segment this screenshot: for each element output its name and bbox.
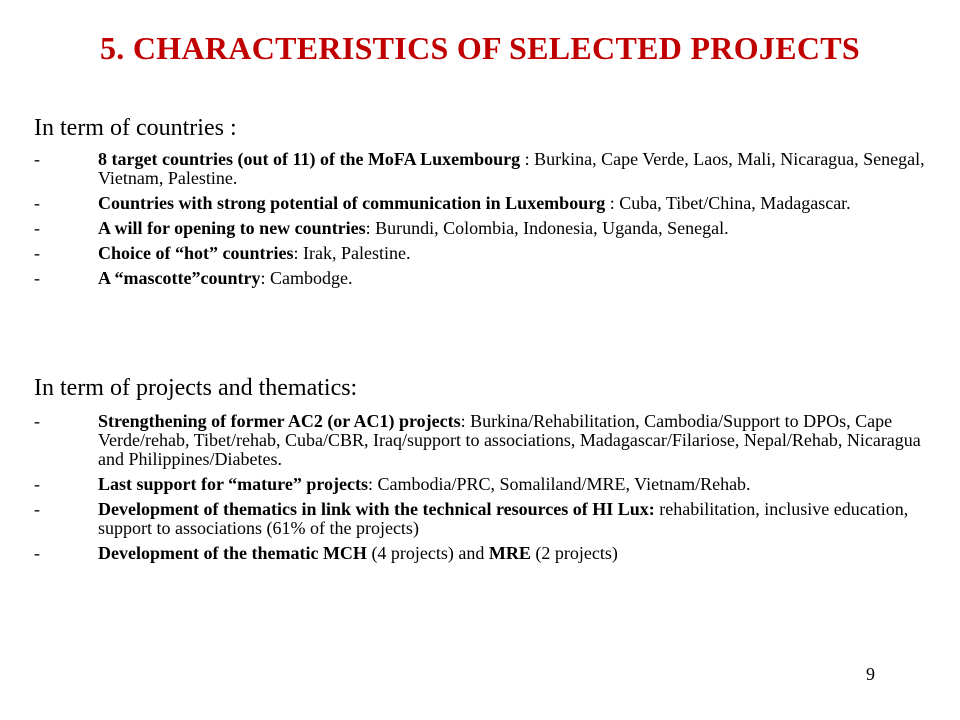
item-text: rehabilitation, inclusive education, support to associations (61% of the projects) [98, 499, 909, 538]
item-bold-text: Choice of “hot” countries [98, 243, 294, 263]
bullet-dash: - [34, 268, 40, 288]
item-bold-text-2: MRE [488, 543, 531, 563]
list-item [34, 269, 934, 288]
item-text: : Burkina/Rehabilitation, Cambodia/Support to DPOs, Cape Verde/rehab, Tibet/rehab, Cuba/CBR, Iraq/support to associations, Madagascar/Filariose, Nepal/Rehab, Nicaragua and Philippines/Diabetes. [98, 411, 921, 469]
list-item [34, 194, 934, 213]
item-text: : Irak, Palestine. [293, 243, 411, 263]
item-bold-text: Development of thematics in link with the technical resources of HI Lux: [98, 499, 655, 519]
item-text-2: (2 projects) [530, 543, 618, 563]
bullet-dash: - [34, 411, 40, 431]
section-heading-projects: In term of projects and thematics: [34, 375, 358, 401]
bullet-dash: - [34, 474, 40, 494]
countries-list [34, 150, 934, 294]
list-item [34, 244, 934, 263]
item-text: : Cuba, Tibet/China, Madagascar. [605, 193, 851, 213]
item-bold-text: Countries with strong potential of communication in Luxembourg [98, 193, 606, 213]
item-text: : Cambodge. [260, 268, 353, 288]
list-item [34, 150, 934, 188]
item-bold-text: Strengthening of former AC2 (or AC1) projects [98, 411, 461, 431]
projects-list [34, 412, 934, 569]
item-text: (4 projects) and [366, 543, 489, 563]
page-number: 9 [866, 664, 875, 684]
list-item [34, 219, 934, 238]
item-bold-text: A “mascotte”country [98, 268, 261, 288]
bullet-dash: - [34, 149, 40, 169]
slide-title: 5. CHARACTERISTICS OF SELECTED PROJECTS [99, 30, 860, 66]
list-item [34, 475, 934, 494]
bullet-dash: - [34, 543, 40, 563]
list-item [34, 500, 934, 538]
item-text: : Burkina, Cape Verde, Laos, Mali, Nicaragua, Senegal, Vietnam, Palestine. [98, 149, 925, 188]
item-text: : Burundi, Colombia, Indonesia, Uganda, Senegal. [365, 218, 729, 238]
bullet-dash: - [34, 243, 40, 263]
item-bold-text: Development of the thematic MCH [98, 543, 367, 563]
item-bold-text: A will for opening to new countries [98, 218, 366, 238]
list-item [34, 544, 934, 563]
bullet-dash: - [34, 193, 40, 213]
bullet-dash: - [34, 499, 40, 519]
list-item [34, 412, 934, 469]
item-text: : Cambodia/PRC, Somaliland/MRE, Vietnam/Rehab. [367, 474, 751, 494]
bullet-dash: - [34, 218, 40, 238]
item-bold-text: Last support for “mature” projects [98, 474, 368, 494]
section-heading-countries: In term of countries : [34, 115, 237, 141]
item-bold-text: 8 target countries (out of 11) of the MoFA Luxembourg [98, 149, 521, 169]
